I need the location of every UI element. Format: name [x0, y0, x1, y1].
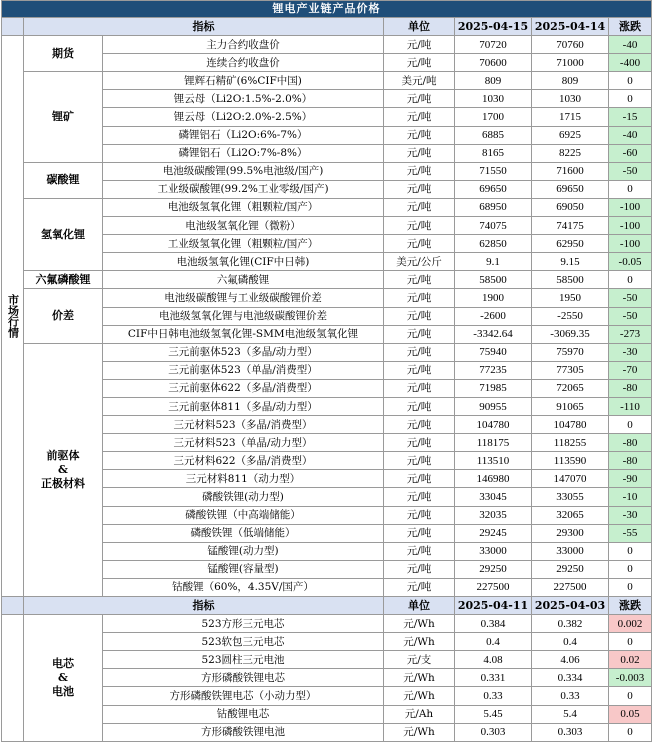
change-cell: 0.002 [609, 615, 652, 633]
price-table-body [2, 1, 652, 742]
unit-cell: 元/吨 [384, 434, 455, 452]
change-cell: 0.05 [609, 705, 652, 723]
change-cell: 0 [609, 560, 652, 578]
header-row-1 [2, 18, 652, 36]
unit-cell: 元/Wh [384, 669, 455, 687]
value-cell-2: 71000 [532, 54, 609, 72]
change-cell: -80 [609, 434, 652, 452]
value-cell-1: 70720 [455, 36, 532, 54]
indicator-name: 三元前驱体523（多晶/动力型） [103, 343, 384, 361]
indicator-name: CIF中日韩电池级氢氧化锂-SMM电池级氢氧化锂 [103, 325, 384, 343]
value-cell-1: 33000 [455, 542, 532, 560]
table-row [2, 271, 652, 289]
unit-cell: 元/吨 [384, 235, 455, 253]
value-cell-1: 1030 [455, 90, 532, 108]
value-cell-2: 69650 [532, 180, 609, 198]
indicator-name: 锂云母（Li2O:1.5%-2.0%） [103, 90, 384, 108]
value-cell-2: 9.15 [532, 253, 609, 271]
value-cell-1: 71985 [455, 379, 532, 397]
unit-cell: 美元/吨 [384, 72, 455, 90]
indicator-name: 电池级氢氧化锂（微粉） [103, 217, 384, 235]
value-cell-2: 33055 [532, 488, 609, 506]
indicator-name: 三元前驱体622（多晶/消费型） [103, 379, 384, 397]
value-cell-1: 118175 [455, 434, 532, 452]
value-cell-1: 8165 [455, 144, 532, 162]
change-cell: -70 [609, 361, 652, 379]
unit-cell: 元/吨 [384, 343, 455, 361]
value-cell-2: 62950 [532, 235, 609, 253]
table-row [2, 289, 652, 307]
unit-cell: 元/Wh [384, 723, 455, 741]
indicator-name: 523软包三元电芯 [103, 633, 384, 651]
unit-cell: 元/吨 [384, 524, 455, 542]
indicator-name: 连续合约收盘价 [103, 54, 384, 72]
change-cell: -40 [609, 36, 652, 54]
indicator-name: 三元前驱体811（多晶/动力型） [103, 397, 384, 415]
value-cell-2: 33000 [532, 542, 609, 560]
unit-cell: 元/吨 [384, 488, 455, 506]
change-cell: 0 [609, 180, 652, 198]
value-cell-2: 29250 [532, 560, 609, 578]
value-cell-1: 104780 [455, 416, 532, 434]
indicator-name: 电池级氢氧化锂(CIF中日韩) [103, 253, 384, 271]
category-cell: 电芯 & 电池 [24, 615, 103, 742]
indicator-name: 电池级氢氧化锂与电池级碳酸锂价差 [103, 307, 384, 325]
change-cell: -30 [609, 506, 652, 524]
value-cell-1: 68950 [455, 198, 532, 216]
unit-cell: 元/吨 [384, 397, 455, 415]
unit-cell: 元/吨 [384, 560, 455, 578]
header-blank-cell [2, 18, 24, 36]
indicator-name: 方形磷酸铁锂电芯（小动力型） [103, 687, 384, 705]
unit-cell: 元/吨 [384, 198, 455, 216]
change-cell: -400 [609, 54, 652, 72]
value-cell-2: 74175 [532, 217, 609, 235]
unit-cell: 元/吨 [384, 144, 455, 162]
category-cell: 碳酸锂 [24, 162, 103, 198]
value-cell-1: 5.45 [455, 705, 532, 723]
value-cell-2: 70760 [532, 36, 609, 54]
value-cell-2: 69050 [532, 198, 609, 216]
indicator-name: 电池级碳酸锂与工业级碳酸锂价差 [103, 289, 384, 307]
table-row [2, 36, 652, 54]
value-cell-1: 6885 [455, 126, 532, 144]
value-cell-2: 147070 [532, 470, 609, 488]
change-cell: 0 [609, 72, 652, 90]
unit-cell: 元/吨 [384, 452, 455, 470]
unit-cell: 元/吨 [384, 217, 455, 235]
indicator-name: 主力合约收盘价 [103, 36, 384, 54]
unit-cell: 元/吨 [384, 361, 455, 379]
header-row-2 [2, 597, 652, 615]
value-cell-2: 104780 [532, 416, 609, 434]
indicator-name: 锂云母（Li2O:2.0%-2.5%） [103, 108, 384, 126]
value-cell-2: 32065 [532, 506, 609, 524]
unit-cell: 元/吨 [384, 271, 455, 289]
category-cell: 价差 [24, 289, 103, 343]
unit-cell: 元/吨 [384, 379, 455, 397]
value-cell-1: 69650 [455, 180, 532, 198]
value-cell-2: 91065 [532, 397, 609, 415]
value-cell-2: 1030 [532, 90, 609, 108]
indicator-name: 磷酸铁锂（低端储能） [103, 524, 384, 542]
change-cell: 0 [609, 633, 652, 651]
value-cell-1: 0.384 [455, 615, 532, 633]
value-cell-2: 118255 [532, 434, 609, 452]
unit-cell: 元/吨 [384, 180, 455, 198]
value-cell-2: 0.303 [532, 723, 609, 741]
table-row [2, 198, 652, 216]
change-cell: 0 [609, 90, 652, 108]
unit-cell: 元/Ah [384, 705, 455, 723]
change-cell: -80 [609, 452, 652, 470]
unit-cell: 元/吨 [384, 289, 455, 307]
change-cell: -0.003 [609, 669, 652, 687]
indicator-name: 磷酸铁锂(动力型) [103, 488, 384, 506]
value-cell-2: 1950 [532, 289, 609, 307]
change-cell: 0 [609, 416, 652, 434]
change-cell: -100 [609, 217, 652, 235]
value-cell-2: 29300 [532, 524, 609, 542]
unit-cell: 元/支 [384, 651, 455, 669]
header-unit: 单位 [384, 18, 455, 36]
change-cell: -10 [609, 488, 652, 506]
value-cell-2: 227500 [532, 578, 609, 596]
change-cell: -273 [609, 325, 652, 343]
value-cell-2: 113590 [532, 452, 609, 470]
change-cell: -100 [609, 235, 652, 253]
price-table [1, 0, 652, 742]
change-cell: 0.02 [609, 651, 652, 669]
change-cell: -15 [609, 108, 652, 126]
table-row [2, 72, 652, 90]
table-row [2, 615, 652, 633]
indicator-name: 三元前驱体523（单晶/消费型） [103, 361, 384, 379]
change-cell: -50 [609, 289, 652, 307]
category-cell: 期货 [24, 36, 103, 72]
category-cell: 氢氧化锂 [24, 198, 103, 270]
change-cell: -100 [609, 198, 652, 216]
unit-cell: 元/Wh [384, 615, 455, 633]
value-cell-1: 0.303 [455, 723, 532, 741]
value-cell-1: 9.1 [455, 253, 532, 271]
change-cell: -55 [609, 524, 652, 542]
category-cell: 六氟磷酸锂 [24, 271, 103, 289]
unit-cell: 元/Wh [384, 687, 455, 705]
indicator-name: 工业级氢氧化锂（粗颗粒/国产） [103, 235, 384, 253]
value-cell-1: 29245 [455, 524, 532, 542]
value-cell-1: 33045 [455, 488, 532, 506]
change-cell: -90 [609, 470, 652, 488]
value-cell-2: 809 [532, 72, 609, 90]
value-cell-2: 0.334 [532, 669, 609, 687]
value-cell-1: 77235 [455, 361, 532, 379]
change-cell: -40 [609, 126, 652, 144]
unit-cell: 元/吨 [384, 542, 455, 560]
value-cell-1: 74075 [455, 217, 532, 235]
change-cell: 0 [609, 578, 652, 596]
header-date-2: 2025-04-03 [532, 597, 609, 615]
change-cell: 0 [609, 542, 652, 560]
value-cell-2: 4.06 [532, 651, 609, 669]
indicator-name: 钴酸锂电芯 [103, 705, 384, 723]
unit-cell: 元/Wh [384, 633, 455, 651]
value-cell-2: 71600 [532, 162, 609, 180]
unit-cell: 美元/公斤 [384, 253, 455, 271]
change-cell: -110 [609, 397, 652, 415]
indicator-name: 电池级氢氧化锂（粗颗粒/国产） [103, 198, 384, 216]
value-cell-1: -3342.64 [455, 325, 532, 343]
indicator-name: 锰酸锂(动力型) [103, 542, 384, 560]
header-date-1: 2025-04-15 [455, 18, 532, 36]
value-cell-1: 62850 [455, 235, 532, 253]
indicator-name: 方形磷酸铁锂电芯 [103, 669, 384, 687]
value-cell-1: 809 [455, 72, 532, 90]
header-date-2: 2025-04-14 [532, 18, 609, 36]
header-blank-cell [2, 597, 24, 615]
indicator-name: 六氟磷酸锂 [103, 271, 384, 289]
value-cell-2: -2550 [532, 307, 609, 325]
indicator-name: 三元材料523（多晶/消费型） [103, 416, 384, 434]
table-row [2, 162, 652, 180]
change-cell: 0 [609, 271, 652, 289]
value-cell-1: 227500 [455, 578, 532, 596]
indicator-name: 钴酸锂（60%，4.35V/国产） [103, 578, 384, 596]
indicator-name: 三元材料523（单晶/动力型） [103, 434, 384, 452]
value-cell-1: 1900 [455, 289, 532, 307]
header-unit: 单位 [384, 597, 455, 615]
indicator-name: 锰酸锂(容量型) [103, 560, 384, 578]
value-cell-1: 58500 [455, 271, 532, 289]
value-cell-2: 77305 [532, 361, 609, 379]
value-cell-2: 75970 [532, 343, 609, 361]
unit-cell: 元/吨 [384, 54, 455, 72]
title-row [2, 1, 652, 18]
indicator-name: 磷锂铝石（Li2O:6%-7%） [103, 126, 384, 144]
category-cell: 前驱体 & 正极材料 [24, 343, 103, 596]
header-indicator: 指标 [24, 597, 384, 615]
indicator-name: 方形磷酸铁锂电池 [103, 723, 384, 741]
header-indicator: 指标 [24, 18, 384, 36]
value-cell-1: 75940 [455, 343, 532, 361]
indicator-name: 锂辉石精矿(6%CIF中国) [103, 72, 384, 90]
value-cell-2: -3069.35 [532, 325, 609, 343]
change-cell: -30 [609, 343, 652, 361]
market-blank-cell [2, 615, 24, 742]
change-cell: 0 [609, 687, 652, 705]
change-cell: 0 [609, 723, 652, 741]
change-cell: -50 [609, 307, 652, 325]
value-cell-2: 6925 [532, 126, 609, 144]
indicator-name: 工业级碳酸锂(99.2%工业零级/国产) [103, 180, 384, 198]
value-cell-1: -2600 [455, 307, 532, 325]
value-cell-2: 1715 [532, 108, 609, 126]
value-cell-1: 32035 [455, 506, 532, 524]
indicator-name: 523圆柱三元电池 [103, 651, 384, 669]
value-cell-2: 0.4 [532, 633, 609, 651]
unit-cell: 元/吨 [384, 325, 455, 343]
value-cell-2: 72065 [532, 379, 609, 397]
value-cell-1: 29250 [455, 560, 532, 578]
header-change: 涨跌 [609, 18, 652, 36]
unit-cell: 元/吨 [384, 90, 455, 108]
value-cell-1: 4.08 [455, 651, 532, 669]
indicator-name: 磷酸铁锂（中高端储能） [103, 506, 384, 524]
value-cell-1: 0.4 [455, 633, 532, 651]
change-cell: -50 [609, 162, 652, 180]
value-cell-1: 1700 [455, 108, 532, 126]
unit-cell: 元/吨 [384, 126, 455, 144]
unit-cell: 元/吨 [384, 416, 455, 434]
category-cell: 锂矿 [24, 72, 103, 162]
unit-cell: 元/吨 [384, 307, 455, 325]
header-date-1: 2025-04-11 [455, 597, 532, 615]
change-cell: -60 [609, 144, 652, 162]
indicator-name: 电池级碳酸锂(99.5%电池级/国产) [103, 162, 384, 180]
value-cell-1: 0.33 [455, 687, 532, 705]
unit-cell: 元/吨 [384, 162, 455, 180]
indicator-name: 三元材料811（动力型） [103, 470, 384, 488]
indicator-name: 三元材料622（多晶/消费型） [103, 452, 384, 470]
unit-cell: 元/吨 [384, 506, 455, 524]
value-cell-2: 0.33 [532, 687, 609, 705]
value-cell-1: 90955 [455, 397, 532, 415]
table-row [2, 343, 652, 361]
value-cell-1: 146980 [455, 470, 532, 488]
value-cell-2: 0.382 [532, 615, 609, 633]
change-cell: -0.05 [609, 253, 652, 271]
unit-cell: 元/吨 [384, 470, 455, 488]
indicator-name: 523方形三元电芯 [103, 615, 384, 633]
header-change: 涨跌 [609, 597, 652, 615]
indicator-name: 磷锂铝石（Li2O:7%-8%） [103, 144, 384, 162]
table-title: 锂电产业链产品价格 [2, 1, 652, 18]
unit-cell: 元/吨 [384, 36, 455, 54]
value-cell-1: 70600 [455, 54, 532, 72]
unit-cell: 元/吨 [384, 108, 455, 126]
value-cell-1: 0.331 [455, 669, 532, 687]
change-cell: -80 [609, 379, 652, 397]
value-cell-2: 5.4 [532, 705, 609, 723]
value-cell-1: 113510 [455, 452, 532, 470]
value-cell-2: 58500 [532, 271, 609, 289]
value-cell-1: 71550 [455, 162, 532, 180]
unit-cell: 元/吨 [384, 578, 455, 596]
value-cell-2: 8225 [532, 144, 609, 162]
market-label-cell: 市场行情 [2, 36, 24, 597]
